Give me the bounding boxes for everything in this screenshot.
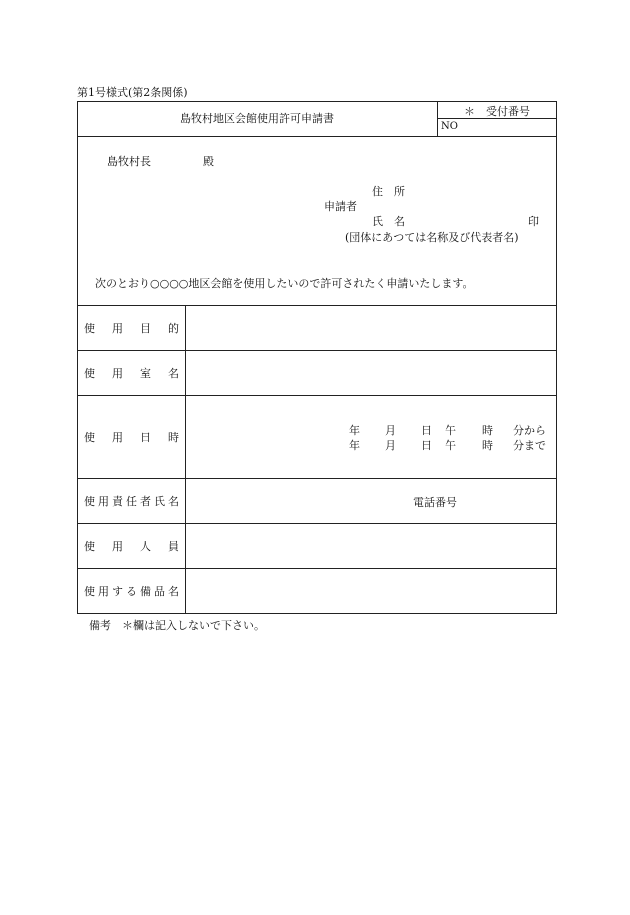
applicant-organization-note: (団体にあつては名称及び代表者名) — [345, 231, 519, 244]
applicant-label: 申請者 — [324, 200, 357, 213]
from-year: 年 — [349, 424, 360, 437]
equipment-field[interactable] — [186, 569, 556, 613]
room-name-label: 使 用 室 名 — [84, 366, 179, 380]
from-minute: 分から — [513, 424, 546, 437]
number-of-persons-label: 使 用 人 員 — [84, 539, 179, 553]
responsible-person-field[interactable] — [186, 479, 556, 522]
usage-purpose-label: 使 用 目 的 — [84, 321, 179, 335]
from-hour: 時 — [482, 424, 493, 437]
usage-purpose-field[interactable] — [186, 306, 556, 349]
room-name-field[interactable] — [186, 351, 556, 394]
from-ampm: 午 — [445, 424, 456, 437]
to-month: 月 — [385, 439, 396, 452]
form-title: 島牧村地区会館使用許可申請書 — [180, 112, 334, 125]
receipt-no-label[interactable]: NO — [441, 121, 458, 132]
to-year: 年 — [349, 439, 360, 452]
form-number: 第1号様式(第2条関係) — [77, 86, 188, 99]
application-statement: 次のとおり○○○○地区会館を使用したいので許可されたく申請いたします。 — [95, 277, 474, 290]
receipt-number-label: ＊ 受付番号 — [464, 105, 530, 118]
addressee-name: 島牧村長 — [107, 155, 151, 168]
number-of-persons-field[interactable] — [186, 524, 556, 567]
seal-mark: 印 — [528, 215, 539, 228]
applicant-name-label: 氏 名 — [372, 215, 405, 228]
phone-number-label: 電話番号 — [413, 496, 457, 509]
to-ampm: 午 — [445, 439, 456, 452]
to-hour: 時 — [482, 439, 493, 452]
addressee-honorific: 殿 — [203, 155, 214, 168]
usage-datetime-field[interactable] — [186, 396, 556, 477]
to-day: 日 — [421, 439, 432, 452]
equipment-label: 使 用 す る 備 品 名 — [84, 585, 179, 598]
header-bottom-line — [77, 136, 557, 137]
usage-datetime-label: 使 用 日 時 — [84, 430, 179, 444]
to-minute: 分まで — [513, 439, 546, 452]
responsible-person-label: 使 用 責 任 者 氏 名 — [84, 494, 179, 508]
from-month: 月 — [385, 424, 396, 437]
from-day: 日 — [421, 424, 432, 437]
applicant-address-label: 住 所 — [372, 185, 405, 198]
remarks-note: 備考 ＊欄は記入しないで下さい。 — [89, 619, 265, 632]
